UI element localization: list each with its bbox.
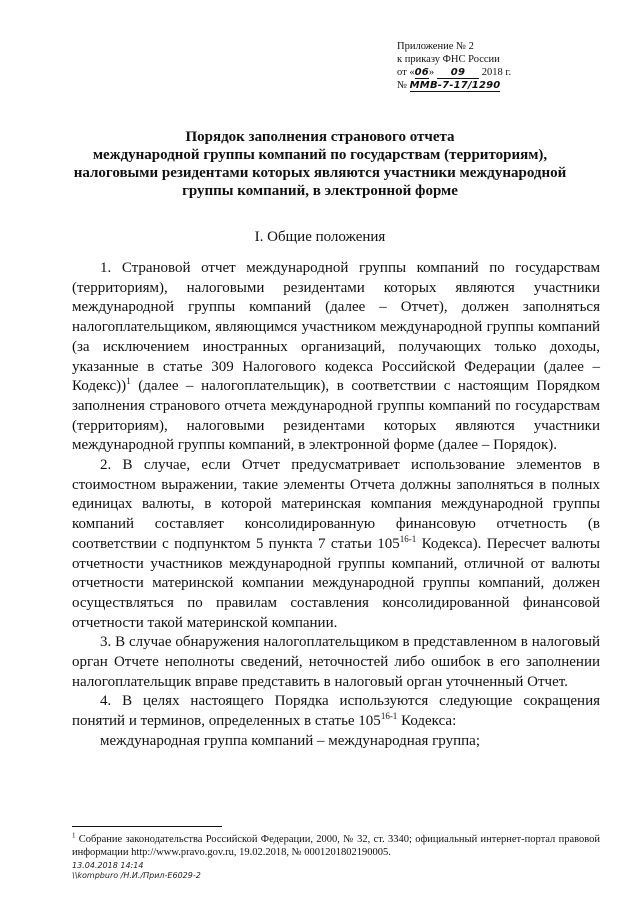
order-reference: к приказу ФНС России: [397, 54, 500, 65]
section-heading: I. Общие положения: [254, 229, 386, 245]
order-date: [397, 66, 511, 79]
document-body: [72, 259, 600, 752]
date-prefix: от «: [397, 67, 415, 78]
article-superscript: 16-1: [380, 711, 398, 722]
footnote: [72, 833, 600, 859]
appendix-label: Приложение № 2: [397, 41, 474, 52]
paragraph-1-text-a: 1. Страновой отчет международной группы компаний по государствам (территориям), налоговыми резидентами которых являются участники международной группы компаний (далее – Отчет), должен заполняться налогоплательщиком, являющимся участником международной группы компаний (за исключением иностранных организаций, получающих только доходы, указанные в статье 309 Налогового кодекса Российской Федерации (далее – Кодекс)): [72, 260, 600, 395]
footnote-text: Собрание законодательства Российской Федерации, 2000, № 32, ст. 3340; официальный интернет-портал правовой информации http://www.pravo.gov.ru, 19.02.2018, № 0001201802190005.: [72, 834, 600, 858]
date-day: 06: [414, 67, 429, 78]
date-year: 2018 г.: [479, 67, 512, 78]
title-line-1: Порядок заполнения странового отчета: [185, 129, 455, 145]
date-mid: »: [428, 67, 437, 78]
paragraph-4-text-a: 4. В целях настоящего Порядка используются следующие сокращения понятий и терминов, определенных в статье 105: [72, 693, 600, 730]
article-superscript: 16-1: [399, 533, 417, 544]
print-metadata: [72, 861, 201, 881]
date-month: 09: [437, 67, 479, 79]
footnote-mark: 1: [72, 831, 76, 840]
footnote-divider: [72, 826, 222, 827]
appendix-header: [397, 40, 511, 92]
footnote-ref: 1: [126, 376, 131, 387]
paragraph-1-text-b: (далее – налогоплательщик), в соответствии с настоящим Порядком заполнения странового отчета международной группы компаний по государствам (территориям), налоговыми резидентами которых являются участники международной группы компаний, в электронной форме (далее – Порядок).: [72, 378, 600, 454]
paragraph-4: [72, 692, 600, 731]
paragraph-1: [72, 259, 600, 456]
number-value: ММВ-7-17/1290: [409, 80, 501, 91]
paragraph-2-text-b: Кодекса). Пересчет валюты отчетности участников международной группы компаний, отличной от валюты отчетности материнской компании международной группы компаний, должен осуществляться по правилам составления консолидированной финансовой отчетности такой материнской компании.: [72, 535, 600, 631]
title-line-2: международной группы компаний по государствам (территориям),: [92, 147, 548, 163]
print-timestamp: 13.04.2018 14:14: [72, 861, 144, 870]
paragraph-2-text-a: 2. В случае, если Отчет предусматривает использование элементов в стоимостном выражении, такие элементы Отчета должны заполняться в полных единицах валюты, в которой материнская компания международной группы компаний составляет консолидированную финансовую отчетность (в соответствии с подпунктом 5 пункта 7 статьи 105: [72, 457, 600, 552]
title-line-4: группы компаний, в электронной форме: [182, 183, 458, 199]
document-title: [60, 128, 580, 200]
file-path: \\kompburo /Н.И./Прил-E6029-2: [72, 871, 201, 880]
title-line-3: налоговыми резидентами которых являются участники международной: [73, 165, 567, 181]
order-number: [397, 79, 511, 92]
paragraph-3: 3. В случае обнаружения налогоплательщиком в представленном в налоговый орган Отчете неполноты сведений, неточностей либо ошибок в его заполнении налогоплательщик вправе представить в налоговый орган уточненный Отчет.: [72, 634, 600, 690]
paragraph-2: [72, 456, 600, 633]
paragraph-4-text-b: Кодекса:: [397, 713, 457, 730]
paragraph-5: международная группа компаний – международная группа;: [100, 732, 480, 749]
number-prefix: №: [397, 80, 410, 91]
